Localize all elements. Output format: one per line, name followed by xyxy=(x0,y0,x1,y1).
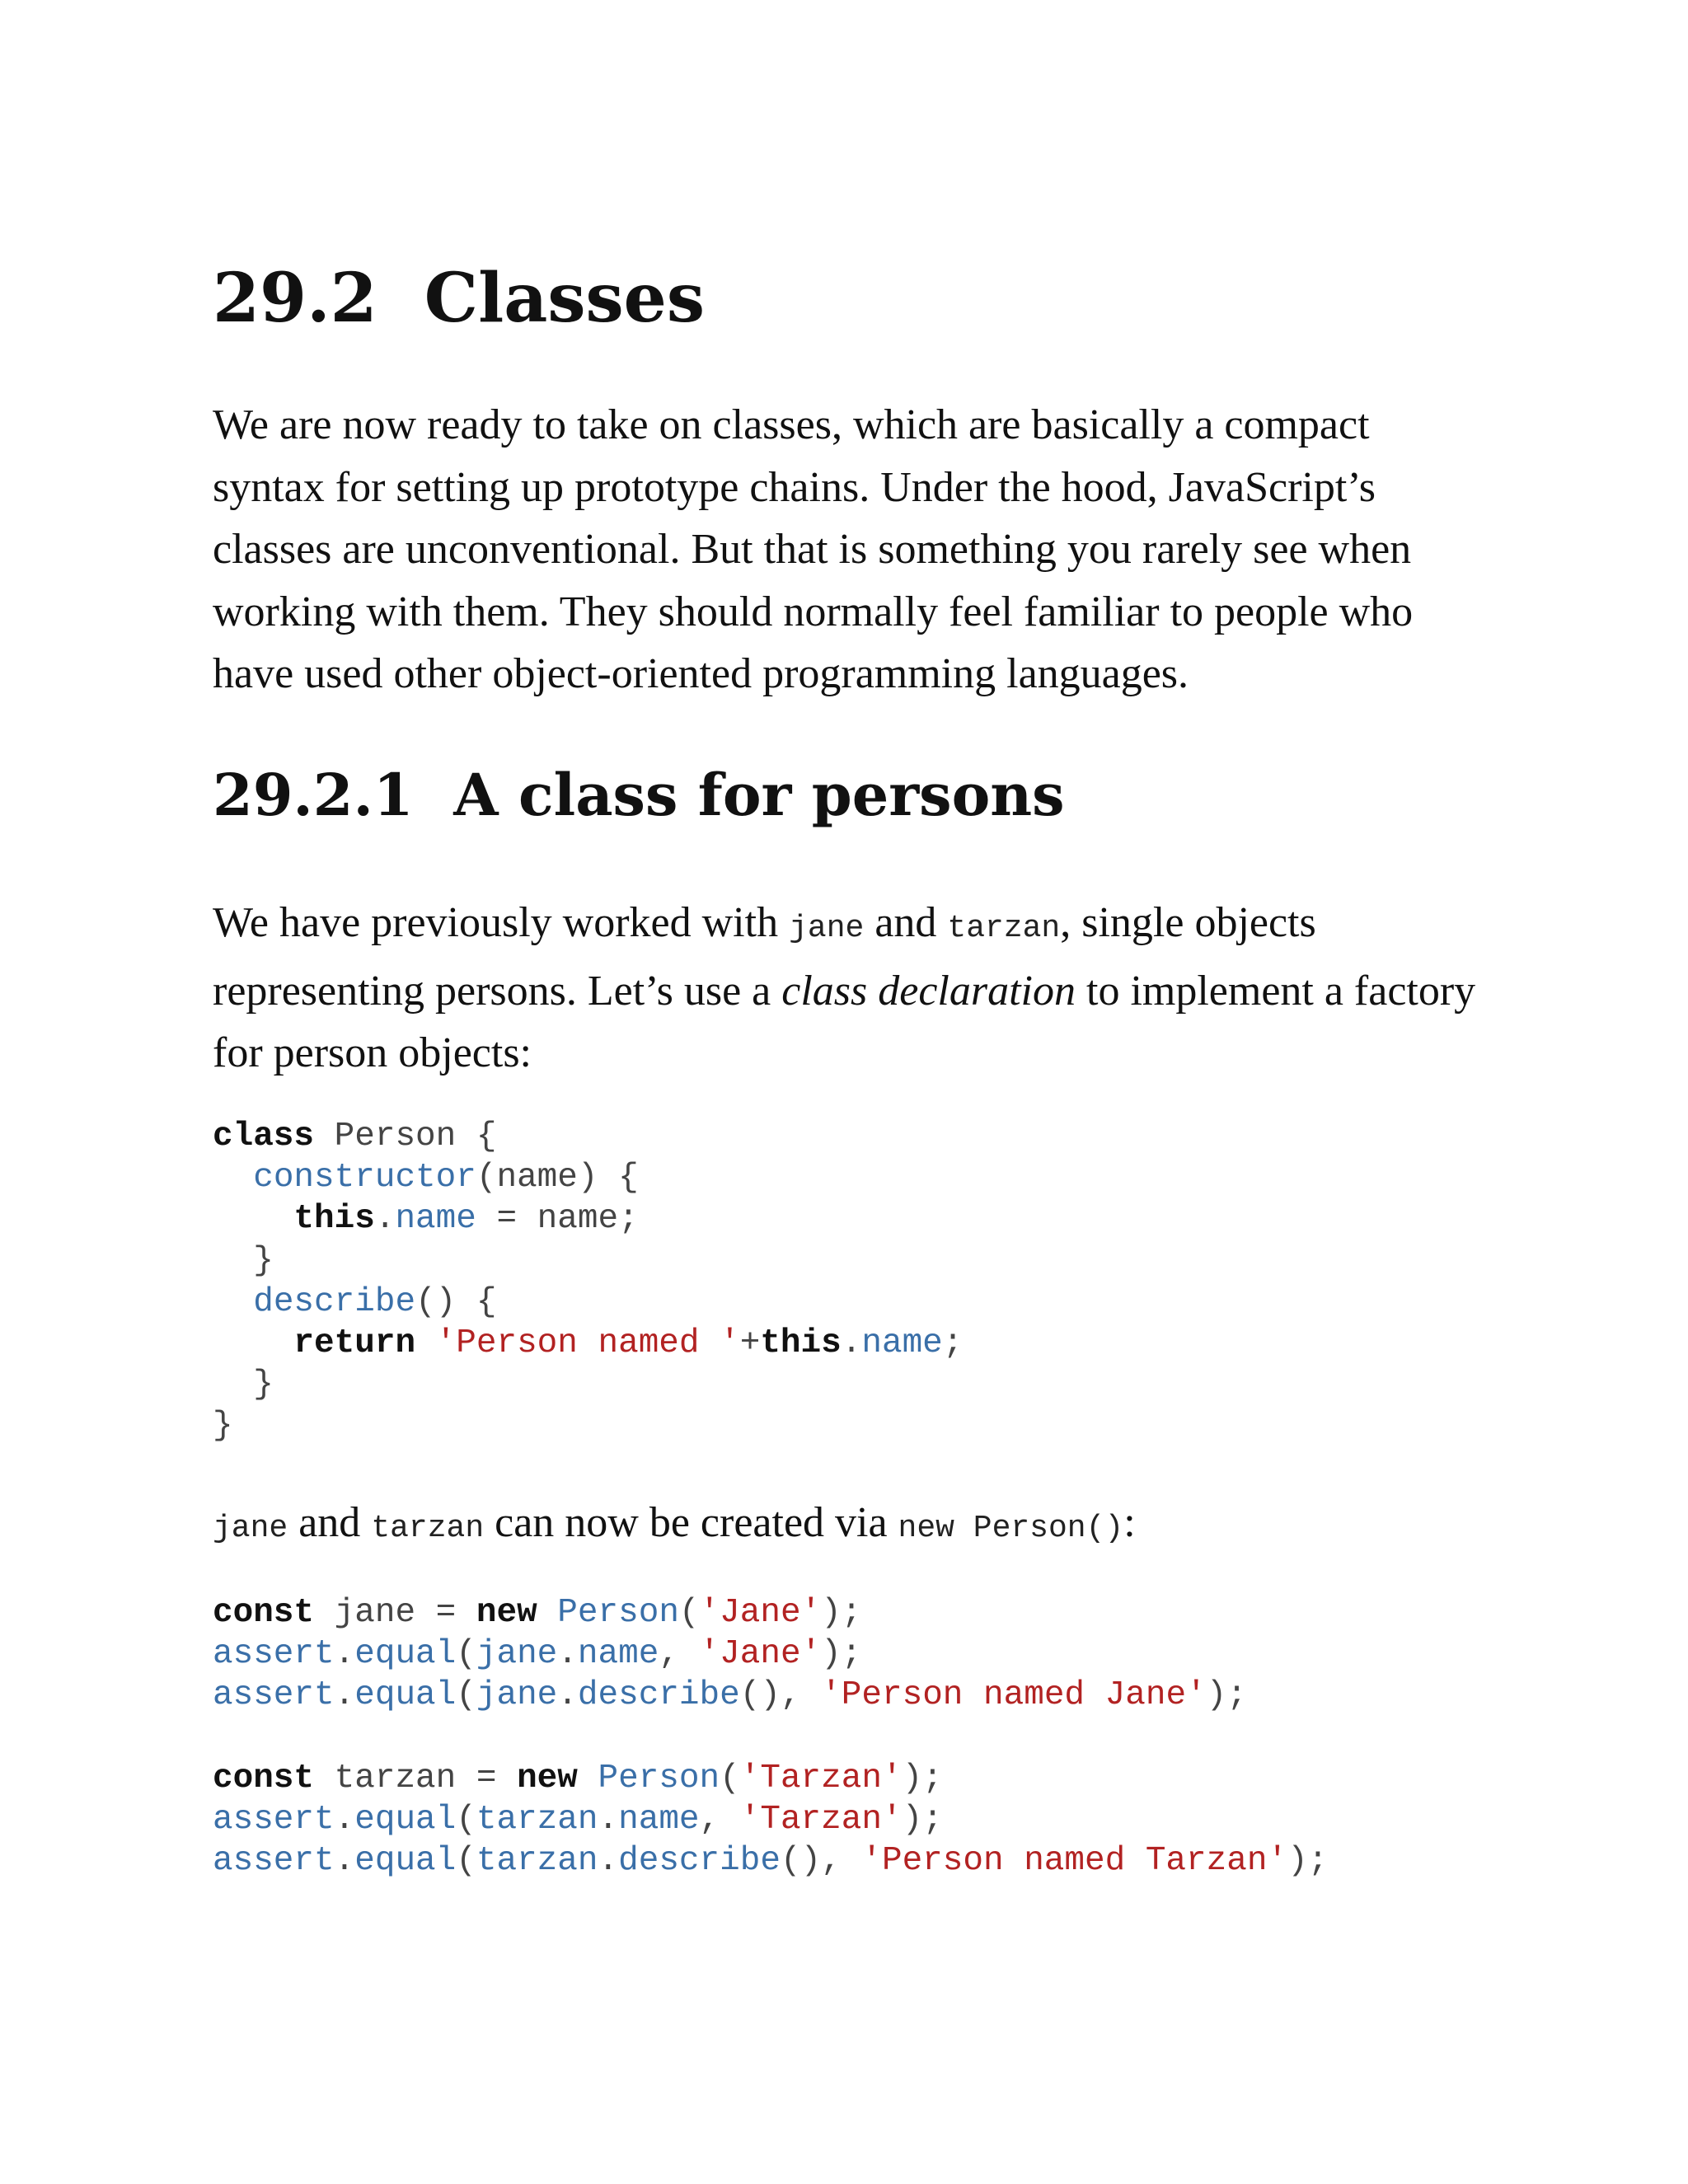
code-token: ( xyxy=(720,1759,740,1797)
code-token: 'Jane' xyxy=(699,1635,822,1674)
code-line xyxy=(213,1799,1328,1840)
code-token: ( xyxy=(678,1594,700,1632)
code-token: assert xyxy=(213,1801,335,1840)
code-token: tarzan = xyxy=(314,1759,518,1797)
code-token: constructor xyxy=(253,1159,476,1197)
code-token: 'Person named ' xyxy=(435,1324,740,1363)
code-token: ( xyxy=(456,1635,476,1674)
code-token: . xyxy=(598,1801,619,1840)
code-token: ); xyxy=(821,1594,862,1632)
code-token xyxy=(213,1324,293,1362)
code-token: ; xyxy=(942,1324,964,1363)
code-token: Person xyxy=(557,1594,679,1632)
code-line xyxy=(213,1675,1328,1716)
code-token: tarzan xyxy=(476,1842,598,1881)
persons-paragraph xyxy=(213,892,1482,1085)
code-token: jane = xyxy=(314,1594,476,1632)
emphasis-term: class declaration xyxy=(781,967,1076,1015)
code-token: . xyxy=(374,1200,396,1239)
text-run: can now be created via xyxy=(484,1499,898,1546)
code-token: . xyxy=(334,1635,355,1674)
code-token: 'Tarzan' xyxy=(739,1801,903,1840)
code-line xyxy=(213,1116,963,1157)
code-token: assert xyxy=(213,1676,335,1715)
code-token: equal xyxy=(354,1635,457,1674)
code-token: assert xyxy=(213,1635,335,1674)
code-line xyxy=(213,1282,963,1323)
inline-code-jane: jane xyxy=(213,1511,288,1546)
code-token: () { xyxy=(415,1282,497,1321)
inline-code-tarzan: tarzan xyxy=(371,1511,485,1546)
code-token: . xyxy=(598,1842,619,1881)
code-line xyxy=(213,1840,1328,1882)
code-token: Person { xyxy=(314,1118,497,1155)
code-token: ( xyxy=(456,1676,476,1715)
code-token xyxy=(213,1159,253,1197)
code-token: new xyxy=(476,1594,537,1632)
code-token: const xyxy=(213,1594,315,1632)
code-token xyxy=(415,1324,436,1362)
text-run: , single objects representing persons. Let’s use a xyxy=(213,899,1316,1015)
code-token: describe xyxy=(253,1282,416,1321)
code-token: (), xyxy=(739,1676,822,1715)
code-token: jane xyxy=(476,1635,558,1674)
creation-paragraph xyxy=(213,1492,1482,1560)
code-token: tarzan xyxy=(476,1801,598,1840)
code-token: . xyxy=(334,1842,355,1881)
code-line xyxy=(213,1592,1328,1633)
text-run: and xyxy=(288,1499,372,1546)
section-heading: 29.2 Classes xyxy=(213,259,706,338)
code-token: } xyxy=(213,1366,274,1404)
code-token: ); xyxy=(821,1635,862,1674)
code-token: describe xyxy=(577,1676,740,1715)
code-token: name xyxy=(577,1635,659,1674)
code-token: assert xyxy=(213,1842,335,1881)
code-token: ( xyxy=(456,1801,476,1840)
code-token xyxy=(213,1200,293,1238)
code-token: this xyxy=(293,1200,375,1239)
code-token: ); xyxy=(1206,1676,1247,1715)
code-token: . xyxy=(334,1676,355,1715)
code-token: = name; xyxy=(476,1200,639,1239)
code-token: + xyxy=(739,1324,761,1363)
subsection-heading: 29.2.1 A class for persons xyxy=(213,761,1065,829)
code-line xyxy=(213,1758,1328,1799)
code-token: . xyxy=(557,1676,578,1715)
text-run: We have previously worked with xyxy=(213,899,790,946)
code-token: ); xyxy=(1287,1842,1329,1881)
code-line xyxy=(213,1323,963,1364)
code-token: , xyxy=(659,1635,700,1674)
text-run: to implement a factory for person objects: xyxy=(213,967,1476,1076)
code-token: , xyxy=(699,1801,740,1840)
code-token: jane xyxy=(476,1676,558,1715)
code-token: } xyxy=(213,1241,274,1280)
code-token: name xyxy=(861,1324,943,1363)
code-token: 'Person named Tarzan' xyxy=(861,1842,1288,1881)
code-token: return xyxy=(293,1324,416,1363)
code-token: . xyxy=(557,1635,578,1674)
code-token: this xyxy=(760,1324,842,1363)
code-token: const xyxy=(213,1759,315,1797)
code-token: . xyxy=(841,1324,862,1363)
code-token: name xyxy=(395,1200,476,1239)
code-token: ); xyxy=(902,1759,943,1797)
code-token: 'Tarzan' xyxy=(739,1759,903,1797)
code-line xyxy=(213,1198,963,1240)
code-token: equal xyxy=(354,1842,457,1881)
code-token: name xyxy=(618,1801,700,1840)
code-block-class-person xyxy=(213,1116,963,1447)
code-token xyxy=(578,1760,598,1797)
code-token: class xyxy=(213,1118,315,1155)
text-run: : xyxy=(1123,1499,1136,1546)
code-token: ); xyxy=(902,1801,943,1840)
code-line xyxy=(213,1405,963,1446)
code-token: (), xyxy=(780,1842,862,1881)
code-token: equal xyxy=(354,1676,457,1715)
inline-code-tarzan: tarzan xyxy=(947,911,1061,946)
code-line xyxy=(213,1240,963,1282)
code-token: 'Person named Jane' xyxy=(821,1676,1207,1715)
code-block-usage xyxy=(213,1592,1328,1882)
code-token: Person xyxy=(598,1759,720,1797)
intro-paragraph: We are now ready to take on classes, which are basically a compact syntax for setting up prototype chains. Under the hood, JavaScript’s classes are unconventional. But that is something you rarely see when working with them. They should normally feel familiar to people who have used other object-oriented programming languages. xyxy=(213,401,1414,697)
code-token xyxy=(213,1283,253,1321)
code-token: (name) { xyxy=(476,1159,639,1197)
code-line xyxy=(213,1633,1328,1675)
code-line xyxy=(213,1364,963,1405)
inline-code-jane: jane xyxy=(789,911,865,946)
code-token: } xyxy=(213,1407,233,1446)
code-token: new xyxy=(517,1759,578,1797)
code-token xyxy=(537,1594,558,1632)
code-token: 'Jane' xyxy=(699,1594,822,1632)
code-line xyxy=(213,1717,1328,1758)
code-token: ( xyxy=(456,1842,476,1881)
code-token: equal xyxy=(354,1801,457,1840)
code-token: describe xyxy=(618,1842,781,1881)
inline-code-new-person: new Person() xyxy=(898,1511,1124,1546)
code-token: . xyxy=(334,1801,355,1840)
text-run: and xyxy=(864,899,948,946)
code-line xyxy=(213,1157,963,1198)
